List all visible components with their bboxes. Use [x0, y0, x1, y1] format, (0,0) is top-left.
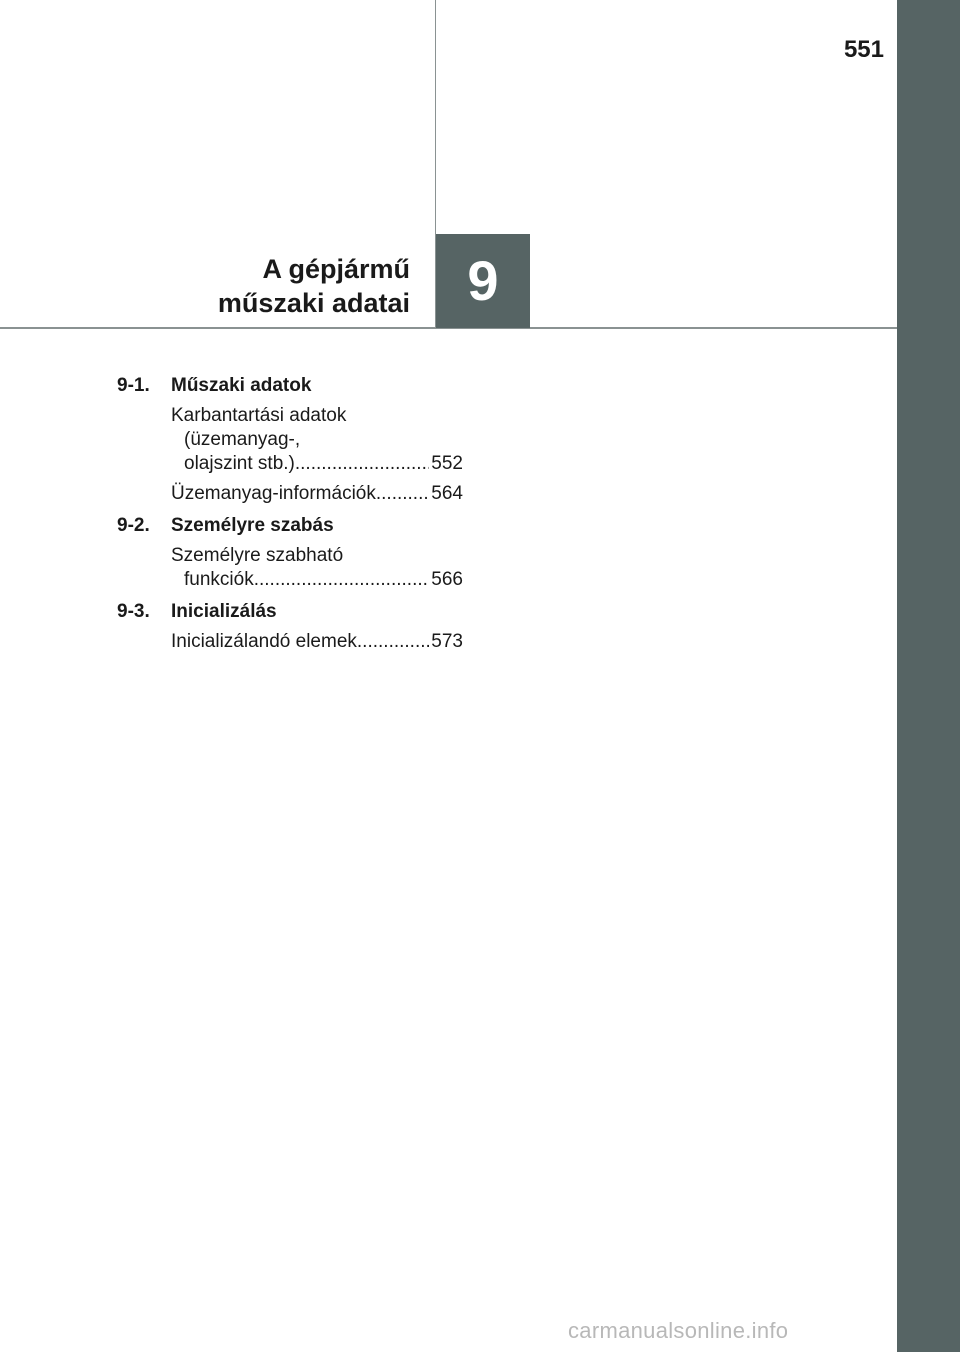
toc-entry-maintenance-data[interactable] [171, 404, 463, 476]
chapter-title [120, 252, 410, 320]
section-title: Műszaki adatok [171, 375, 312, 396]
chapter-title-line-1: A gépjármű [262, 254, 410, 284]
entry-last-line [171, 630, 463, 654]
section-title: Személyre szabás [171, 515, 334, 536]
chapter-sidebar-tab [897, 0, 960, 1352]
watermark-text: carmanualsonline.info [568, 1318, 789, 1343]
toc-entry-fuel-info[interactable] [171, 482, 463, 506]
toc-section-9-1 [117, 374, 463, 398]
entry-text-line: Karbantartási adatok [171, 405, 347, 426]
entry-text: funkciók [184, 569, 254, 590]
entry-text: Üzemanyag-információk [171, 483, 376, 504]
entry-page-number: 573 [431, 631, 463, 652]
toc-entry-customizable-features[interactable] [171, 544, 463, 592]
toc-section-9-3 [117, 600, 463, 624]
dot-leader [295, 452, 429, 476]
entry-page-number: 564 [431, 483, 463, 504]
section-number: 9-1. [117, 375, 150, 396]
entry-text: olajszint stb.) [184, 453, 295, 474]
toc-section-9-2 [117, 514, 463, 538]
entry-last-line [171, 568, 463, 592]
table-of-contents [117, 374, 463, 654]
section-title: Inicializálás [171, 601, 277, 622]
section-number: 9-2. [117, 515, 150, 536]
chapter-title-line-2: műszaki adatai [217, 288, 410, 318]
toc-entry-items-to-initialize[interactable] [171, 630, 463, 654]
dot-leader [376, 482, 429, 506]
entry-last-line [171, 482, 463, 506]
dot-leader [254, 568, 430, 592]
chapter-number-box: 9 [436, 234, 530, 328]
entry-page-number: 566 [431, 569, 463, 590]
page-number: 551 [843, 36, 884, 63]
section-number: 9-3. [117, 601, 150, 622]
entry-page-number: 552 [431, 453, 463, 474]
entry-text: Inicializálandó elemek [171, 631, 357, 652]
dot-leader [357, 630, 429, 654]
entry-text-line: (üzemanyag-, [184, 429, 301, 450]
entry-last-line [171, 452, 463, 476]
entry-text-line: Személyre szabható [171, 545, 344, 566]
